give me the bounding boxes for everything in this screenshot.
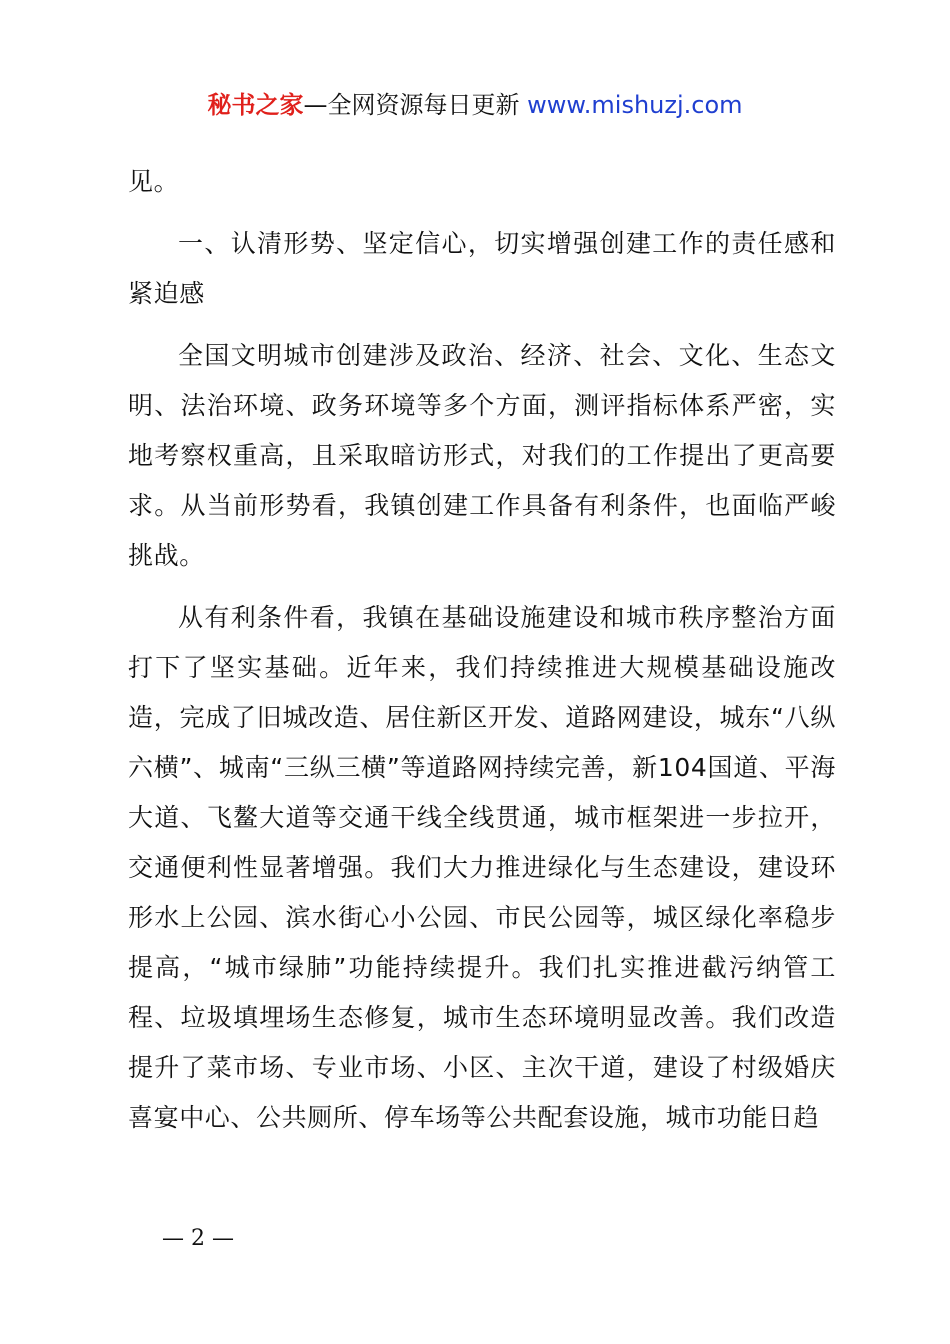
paragraph-continuation: 见。 — [128, 167, 180, 196]
site-url-link[interactable]: www.mishuzj.com — [527, 91, 743, 119]
page-number: — 2 — — [162, 1226, 234, 1251]
paragraph: 从有利条件看，我镇在基础设施建设和城市秩序整治方面打下了坚实基础。近年来，我们持续推进大规模基础设施改造，完成了旧城改造、居住新区开发、道路网建设，城东“八纵六横”、城南“三纵三横”等道路网持续完善，新104国道、平海大道、飞鳌大道等交通干线全线贯通，城市框架进一步拉开，交通便利性显著增强。我们大力推进绿化与生态建设，建设环形水上公园、滨水街心小公园、市民公园等，城区绿化率稳步提高，“城市绿肺”功能持续提升。我们扎实推进截污纳管工程、垃圾填埋场生态修复，城市生态环境明显改善。我们改造提升了菜市场、专业市场、小区、主次干道，建设了村级婚庆喜宴中心、公共厕所、停车场等公共配套设施，城市功能日趋 — [128, 603, 836, 1132]
document-body — [128, 157, 836, 1143]
paragraph: 全国文明城市创建涉及政治、经济、社会、文化、生态文明、法治环境、政务环境等多个方面，测评指标体系严密，实地考察权重高，且采取暗访形式，对我们的工作提出了更高要求。从当前形势看，我镇创建工作具备有利条件，也面临严峻挑战。 — [128, 341, 836, 570]
section-heading: 一、认清形势、坚定信心，切实增强创建工作的责任感和紧迫感 — [128, 229, 836, 308]
site-brand: 秘书之家 — [207, 91, 304, 119]
site-header — [0, 88, 950, 122]
site-tagline: —全网资源每日更新 — [303, 91, 520, 119]
